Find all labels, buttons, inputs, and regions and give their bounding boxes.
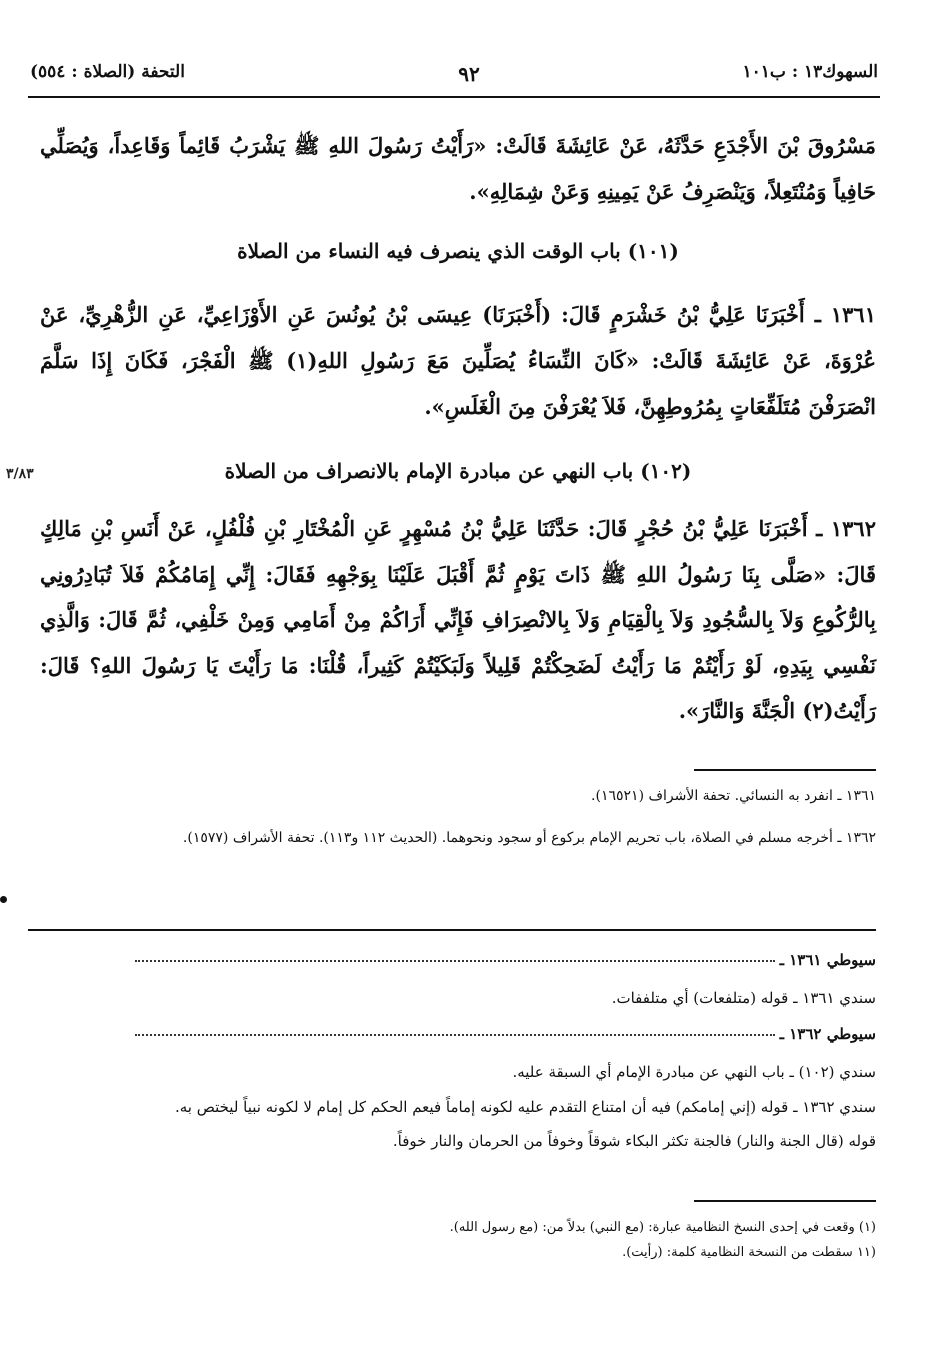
commentary-jannah-nar: قوله (قال الجنة والنار) فالجنة تكثر البكاء شوقاً وخوفاً من الحرمان والنار خوفاً.: [392, 1132, 876, 1150]
header-rule: [28, 96, 880, 98]
chapter-heading-101: (١٠١) باب الوقت الذي ينصرف فيه النساء من الصلاة: [237, 239, 679, 263]
takhrij-1362: ١٣٦٢ ـ أخرجه مسلم في الصلاة، باب تحريم الإمام بركوع أو سجود ونحوهما. (الحديث ١١٢ و١١٣). تحفة الأشراف (١٥٧٧).: [182, 830, 876, 846]
page-number: ٩٢: [458, 62, 480, 86]
running-header-right: السهوك١٣ : ب١٠١: [742, 62, 878, 82]
commentary-rule: [28, 929, 876, 931]
commentary-sindi-102: سندي (١٠٢) ـ باب النهي عن مبادرة الإمام أي السبقة عليه.: [512, 1063, 876, 1081]
commentary-sindi-1361: سندي ١٣٦١ ـ قوله (متلفعات) أي متلففات.: [611, 989, 876, 1007]
dotted-leader: [135, 1034, 775, 1036]
commentary-suyuti-1361: [40, 949, 876, 971]
commentary-label: سيوطي ١٣٦١ ـ: [779, 951, 876, 969]
bottom-footnote-rule: [694, 1200, 876, 1202]
margin-reference: ٣/٨٣: [6, 466, 34, 482]
takhrij-1361: ١٣٦١ ـ انفرد به النسائي. تحفة الأشراف (١٦٥٢١).: [591, 788, 876, 804]
footnote-1: (١) وقعت في إحدى النسخ النظامية عبارة: (مع النبي) بدلاً من: (مع رسول الله).: [449, 1220, 876, 1235]
paragraph-continuation: مَسْرُوقَ بْنَ الأَجْدَعِ حَدَّثَهُ، عَنْ عَائِشَةَ قَالَتْ: «رَأَيْتُ رَسُولَ اللهِ ﷺ يَشْرَبُ قَائِماً وَقَاعِداً، وَيُصَلِّي حَافِياً وَمُنْتَعِلاً، وَيَنْصَرِفُ عَنْ يَمِينِهِ وَعَنْ شِمَالِهِ».: [40, 133, 876, 204]
running-header-left: التحفة (الصلاة : ٥٥٤): [30, 62, 185, 82]
dotted-leader: [135, 960, 775, 962]
commentary-suyuti-1362: [40, 1023, 876, 1045]
margin-dot: [0, 896, 7, 903]
hadith-1361: ١٣٦١ ـ أَخْبَرَنَا عَلِيُّ بْنُ خَشْرَمٍ قَالَ: (أَخْبَرَنَا) عِيسَى بْنُ يُونُسَ عَنِ الأَوْزَاعِيِّ، عَنِ الزُّهْرِيِّ، عَنْ عُرْوَةَ، عَنْ عَائِشَةَ قَالَتْ: «كَانَ النِّسَاءُ يُصَلِّينَ مَعَ رَسُولِ اللهِ(١) ﷺ الْفَجْرَ، فَكَانَ إِذَا سَلَّمَ انْصَرَفْنَ مُتَلَفِّعَاتٍ بِمُرُوطِهِنَّ، فَلاَ يُعْرَفْنَ مِنَ الْغَلَسِ».: [40, 302, 876, 419]
footnote-2: (١١ سقطت من النسخة النظامية كلمة: (رأيت).: [622, 1245, 876, 1260]
commentary-sindi-1362: سندي ١٣٦٢ ـ قوله (إني إمامكم) فيه أن امتناع التقدم عليه لكونه إماماً فيعم الحكم كل إمام لا لكونه نبياً ليختص به.: [174, 1098, 876, 1116]
hadith-1362: ١٣٦٢ ـ أَخْبَرَنَا عَلِيُّ بْنُ حُجْرٍ قَالَ: حَدَّثَنَا عَلِيُّ بْنُ مُسْهِرٍ عَنِ الْمُخْتَارِ بْنِ فُلْفُلٍ، عَنْ أَنَسِ بْنِ مَالِكٍ قَالَ: «صَلَّى بِنَا رَسُولُ اللهِ ﷺ ذَاتَ يَوْمٍ ثُمَّ أَقْبَلَ عَلَيْنَا بِوَجْهِهِ فَقَالَ: إِنِّي إِمَامُكُمْ فَلاَ تُبَادِرُونِي بِالرُّكُوعِ وَلاَ بِالسُّجُودِ وَلاَ بِالْقِيَامِ وَلاَ بِالانْصِرَافِ فَإِنِّي أَرَاكُمْ مِنْ أَمَامِي وَمِنْ خَلْفِي، ثُمَّ قَالَ: وَالَّذِي نَفْسِي بِيَدِهِ، لَوْ رَأَيْتُمْ مَا رَأَيْتُ لَضَحِكْتُمْ قَلِيلاً وَلَبَكَيْتُمْ كَثِيراً، قُلْنَا: مَا رَأَيْتَ يَا رَسُولَ اللهِ؟ قَالَ: رَأَيْتُ(٢) الْجَنَّةَ وَالنَّارَ».: [40, 516, 876, 723]
chapter-heading-102: (١٠٢) باب النهي عن مبادرة الإمام بالانصراف من الصلاة: [224, 459, 692, 483]
footnote-rule: [694, 769, 876, 771]
commentary-label: سيوطي ١٣٦٢ ـ: [779, 1025, 876, 1043]
